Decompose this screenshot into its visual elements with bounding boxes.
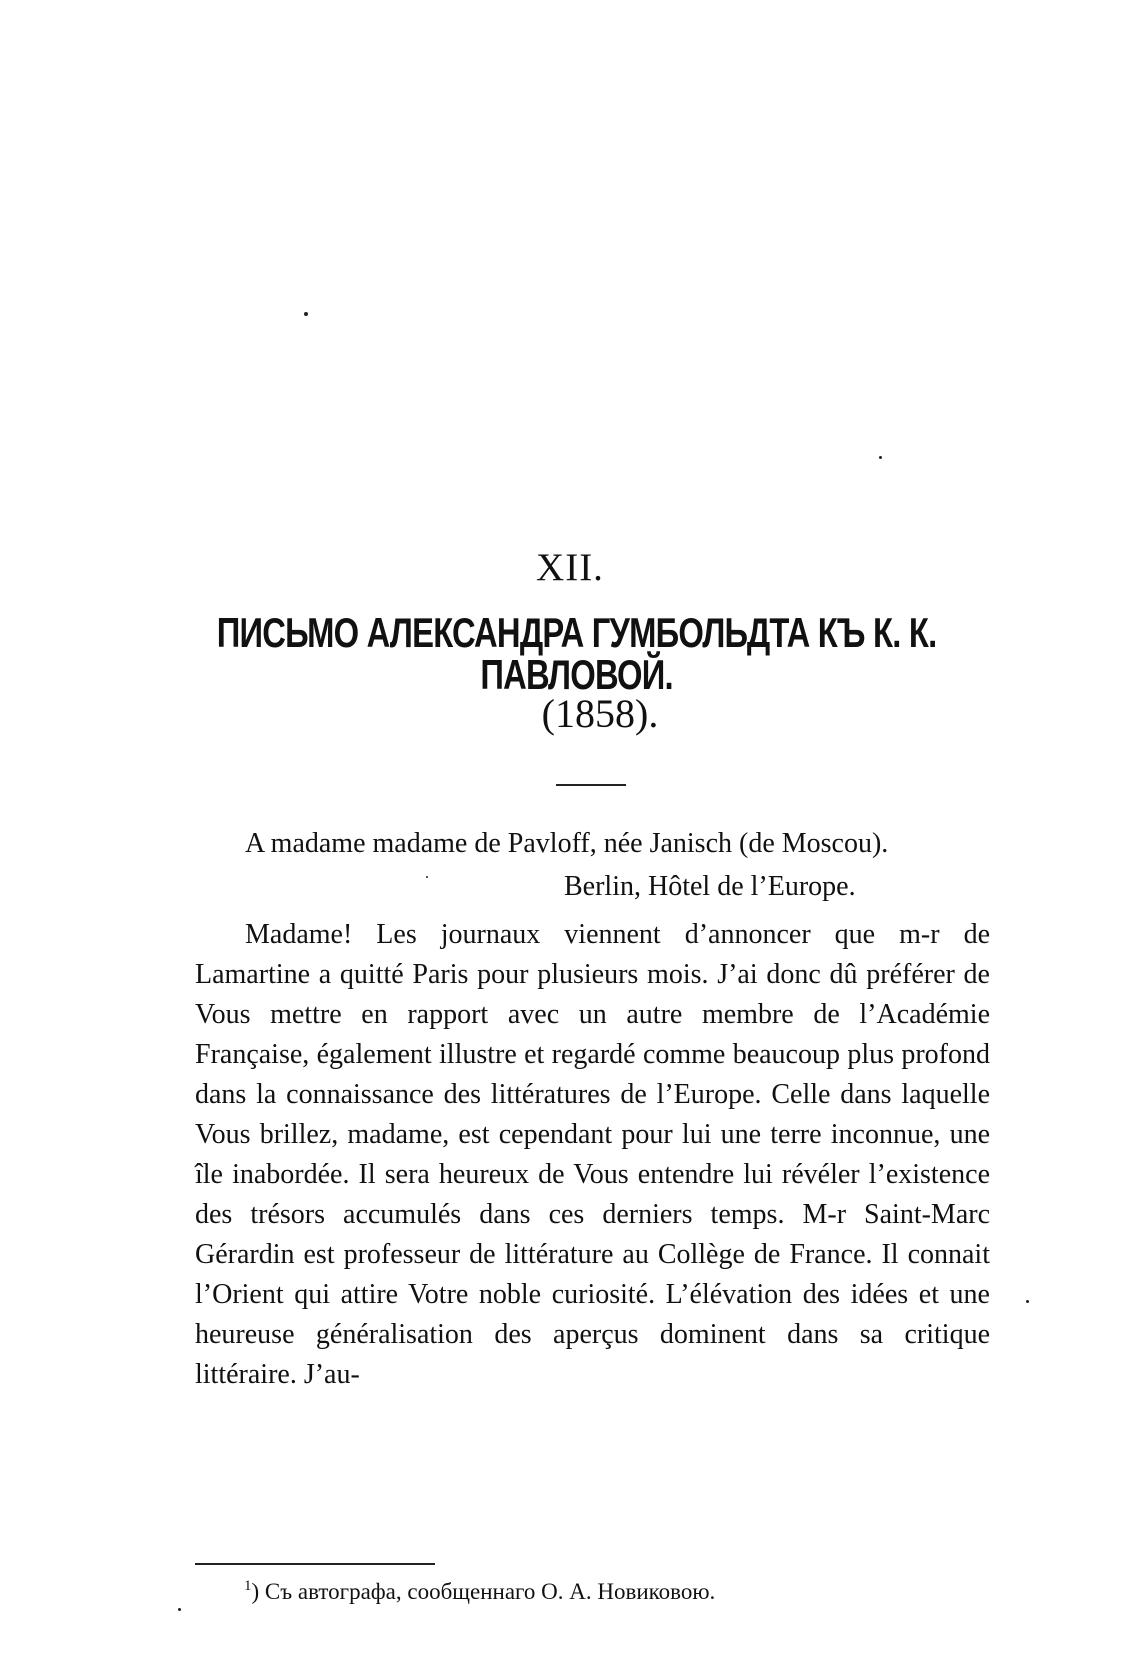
scan-speck [178, 1608, 181, 1611]
letter-place-line: Berlin, Hôtel de l’Europe. [564, 871, 856, 902]
footnote-divider [195, 1563, 435, 1565]
letter-address: A madame madame de Pavloff, née Janisch (de Moscou). [245, 828, 889, 859]
scan-speck [879, 456, 882, 459]
chapter-year: (1858). [541, 691, 659, 736]
scan-speck [1026, 1300, 1029, 1303]
letter-body: Madame! Les journaux viennent d’annoncer que m-r de Lamartine a quitté Paris pour plusieurs mois. J’ai donc dû préférer de Vous mettre en rapport avec un autre membre de l’Académie Française, également illustre et regardé comme beaucoup plus profond dans la connaissance des littératures de l’Europe. Celle dans laquelle Vous brillez, madame, est cependant pour lui une terre inconnue, une île inabordée. Il sera heureux de Vous entendre lui révéler l’existence des trésors accumulés dans ces derniers temps. M-r Saint-Marc Gérardin est professeur de littérature au Collège de France. Il connait l’Orient qui attire Votre noble curiosité. L’élévation des idées et une heureuse généralisation des aperçus dominent dans sa critique littéraire. J’au- [195, 919, 990, 1390]
footnote-marker: 1 [244, 1578, 252, 1594]
footnote [244, 1578, 715, 1605]
chapter-title: ПИСЬМО АЛЕКСАНДРА ГУМБОЛЬДТА КЪ К. К. ПАВЛОВОЙ. [216, 609, 937, 698]
footnote-text: ) Съ автографа, сообщеннаго О. А. Новиковою. [251, 1579, 716, 1604]
scan-speck [304, 312, 308, 316]
title-divider [556, 784, 626, 786]
scan-speck [426, 876, 428, 878]
chapter-number: XII. [536, 546, 604, 589]
